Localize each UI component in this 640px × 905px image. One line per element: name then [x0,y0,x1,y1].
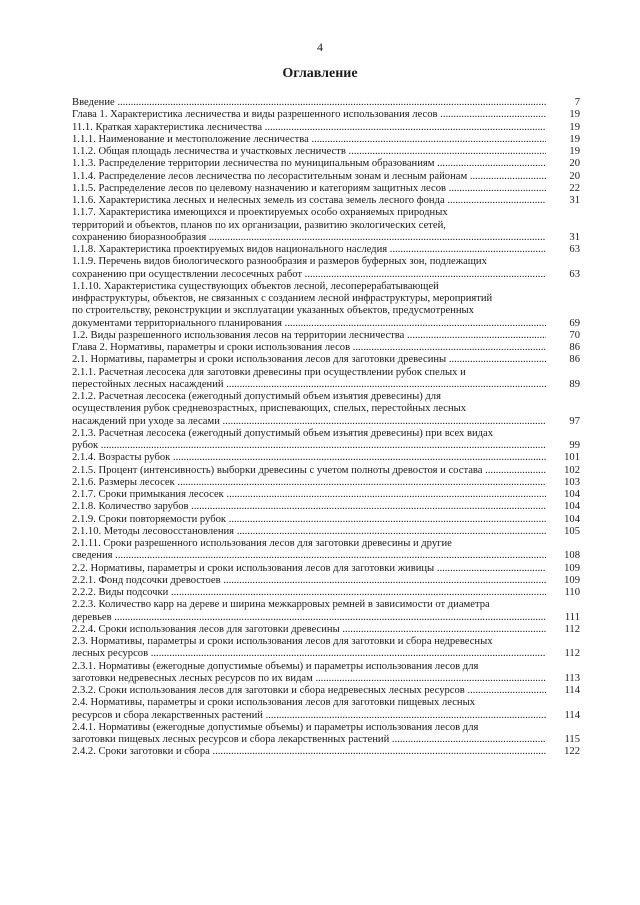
toc-entry-title [72,636,546,661]
toc-entry[interactable] [72,281,580,330]
toc-entry-last-line [72,465,546,477]
toc-entry-title [72,109,546,121]
toc-entry-title [72,244,546,256]
toc-entry-last-line [72,550,546,562]
toc-entry-last-line [72,514,546,526]
toc-entry-page-number: 114 [564,685,580,696]
toc-entry-title [72,489,546,501]
toc-entry-last-line [72,440,546,452]
toc-entry-last-line [72,477,546,489]
toc-entry-page-number: 19 [569,133,580,145]
toc-entry[interactable] [72,97,580,109]
toc-entry-line-text: 2.1.5. Процент (интенсивность) выборки древесины с учетом полноты древостоя и состава ..... [72,465,546,476]
toc-entry[interactable] [72,526,580,538]
toc-entry-line-text: 1.2. Виды разрешенного использования лесов на территории лесничества ..... [72,330,546,341]
toc-entry-title [72,624,546,636]
toc-entry-last-line [72,624,546,636]
toc-entry[interactable] [72,256,580,281]
toc-entry[interactable] [72,452,580,464]
toc-entry-line: 1.1.10. Характеристика существующих объектов лесной, лесоперерабатывающей [72,280,439,292]
toc-entry[interactable] [72,330,580,342]
toc-entry[interactable] [72,501,580,513]
toc-entry-page-number: 113 [564,672,580,684]
toc-entry-title [72,122,546,134]
toc-entry-page-number: 70 [569,329,580,341]
toc-entry-line-text: 2.1.7. Сроки примыкания лесосек ..... [72,489,546,500]
toc-entry[interactable] [72,477,580,489]
toc-entry-line-text: заготовки недревесных лесных ресурсов по их видам ..... [72,673,546,684]
toc-entry-last-line [72,575,546,587]
toc-entry[interactable] [72,109,580,121]
toc-entry[interactable] [72,367,580,392]
toc-entry-page-number: 103 [564,476,580,488]
toc-entry-line: 2.1.11. Сроки разрешенного использования лесов для заготовки древесины и другие [72,538,452,549]
toc-entry-title [72,354,546,366]
toc-entry-line: 2.3. Нормативы, параметры и сроки использования лесов для заготовки и сбора недревесных [72,636,493,647]
toc-entry-line-text: 11.1. Краткая характеристика лесничества ..... [72,122,546,133]
toc-entry[interactable] [72,575,580,587]
toc-entry[interactable] [72,489,580,501]
toc-entry-page-number: 105 [564,525,580,537]
toc-entry-page-number: 63 [569,244,580,255]
toc-entry-last-line [72,318,546,330]
toc-entry-page-number: 110 [564,587,580,598]
toc-entry-line-text: 1.1.3. Распределение территории лесничества по муниципальным образованиям ..... [72,158,546,169]
toc-entry-last-line [72,195,546,207]
toc-entry-line-text: 1.1.1. Наименование и местоположение лесничества ..... [72,134,546,145]
toc-entry-title [72,477,546,489]
toc-entry[interactable] [72,342,580,354]
toc-entry-last-line [72,269,546,281]
toc-entry-title [72,428,546,453]
toc-entry-title [72,501,546,513]
toc-entry-page-number: 22 [569,182,580,194]
toc-entry-title [72,391,546,428]
toc-entry-last-line [72,746,546,758]
toc-entry-line-text: ресурсов и сбора лекарственных растений ..... [72,710,546,721]
toc-entry-title [72,514,546,526]
toc-entry-line: 2.1.3. Расчетная лесосека (ежегодный допустимый объем изъятия древесины) при всех видах [72,427,494,439]
toc-entry[interactable] [72,354,580,366]
toc-entry-last-line [72,109,546,121]
toc-entry-page-number: 99 [569,440,580,451]
toc-entry-line-text: рубок ..... [72,440,546,451]
toc-entry-last-line [72,648,546,660]
toc-entry[interactable] [72,122,580,134]
toc-entry-line-text: 2.4.2. Сроки заготовки и сбора ..... [72,746,546,757]
toc-entry-title [72,330,546,342]
toc-entry-page-number: 97 [569,415,580,427]
toc-entry-last-line [72,673,546,685]
toc-entry-last-line [72,134,546,146]
toc-entry-line-text: 2.1.10. Методы лесовосстановления ..... [72,526,546,537]
toc-entry-line: по строительству, реконструкции и эксплуатации указанных объектов, предусмотренных [72,305,474,317]
toc-entry-last-line [72,354,546,366]
toc-entry-title [72,661,546,686]
toc-entry[interactable] [72,207,580,244]
toc-entry-page-number: 69 [569,317,580,329]
toc-entry-line-text: заготовки пищевых лесных ресурсов и сбора лекарственных растений ..... [72,734,546,745]
toc-entry-page-number: 101 [564,452,580,464]
toc-entry-line-text: сведения ..... [72,550,546,561]
toc-entry-page-number: 86 [569,342,580,353]
toc-entry-line-text: 1.1.2. Общая площадь лесничества и участковых лесничеств ..... [72,146,546,157]
toc-entry-title [72,587,546,599]
toc-entry-title [72,722,546,747]
toc-entry-title [72,158,546,170]
toc-entry-title [72,367,546,392]
toc-entry-line-text: сохранению при осуществлении лесосечных работ ..... [72,269,546,280]
toc-entry-title [72,599,546,624]
toc-entry-line-text: 1.1.8. Характеристика проектируемых видов национального наследия ..... [72,244,546,255]
toc-entry-page-number: 104 [564,489,580,500]
toc-entry-page-number: 114 [564,709,580,721]
toc-entry-line-text: лесных ресурсов ..... [72,648,546,659]
toc-entry-page-number: 31 [569,195,580,206]
toc-entry[interactable] [72,697,580,722]
toc-entry-line: 1.1.9. Перечень видов биологического разнообразия и размеров буферных зон, подлежащих [72,256,487,268]
toc-entry[interactable] [72,563,580,575]
toc-entry-last-line [72,171,546,183]
toc-entry-title [72,452,546,464]
toc-entry-title [72,342,546,354]
toc-entry-title [72,207,546,244]
toc-entry-title [72,563,546,575]
toc-entry-last-line [72,452,546,464]
toc-entry-line-text: 2.2.2. Виды подсочки ..... [72,587,546,598]
toc-entry-last-line [72,563,546,575]
toc-entry-line: осуществления рубок средневозрастных, приспевающих, спелых, перестойных лесных [72,403,467,415]
toc-title: Оглавление [282,66,358,81]
toc-entry-last-line [72,710,546,722]
toc-entry-line-text: Глава 1. Характеристика лесничества и виды разрешенного использования лесов ..... [72,109,546,120]
toc-entry-line-text: Глава 2. Нормативы, параметры и сроки использования лесов ..... [72,342,546,353]
toc-entry[interactable] [72,599,580,624]
toc-entry[interactable] [72,428,580,453]
toc-entry-title [72,465,546,477]
toc-entry-title [72,183,546,195]
toc-entry-last-line [72,379,546,391]
toc-entry[interactable] [72,183,580,195]
toc-entry-line: 2.2.3. Количество карр на дереве и ширина межкарровых ремней в зависимости от диаметра [72,599,490,611]
toc-entry-page-number: 104 [564,501,580,513]
toc-entry-line-text: 1.1.6. Характеристика лесных и нелесных земель из состава земель лесного фонда ..... [72,195,546,206]
toc-entry[interactable] [72,587,580,599]
toc-entry[interactable] [72,171,580,183]
toc-entry-line-text: документами территориального планирования ..... [72,318,546,329]
toc-entry-line-text: насаждений при уходе за лесами ..... [72,416,546,427]
toc-entry[interactable] [72,465,580,477]
toc-entry-page-number: 19 [569,121,580,133]
toc-entry-last-line [72,526,546,538]
toc-entry[interactable] [72,746,580,758]
toc-entry-line: 1.1.7. Характеристика имеющихся и проектируемых особо охраняемых природных [72,207,448,219]
toc-entry-last-line [72,416,546,428]
toc-entry-line: 2.4.1. Нормативы (ежегодные допустимые объемы) и параметры использования лесов для [72,721,479,733]
toc-entry[interactable] [72,685,580,697]
toc-entry-title [72,281,546,330]
toc-entry-title [72,526,546,538]
toc-entry-page-number: 102 [564,464,580,476]
toc-entry-title [72,697,546,722]
toc-entry-page-number: 7 [574,97,580,108]
toc-entry-line-text: 2.2. Нормативы, параметры и сроки использования лесов для заготовки живицы ..... [72,563,546,574]
toc-entry-last-line [72,97,546,109]
toc-entry-page-number: 86 [569,354,580,366]
toc-entry-line: территорий и объектов, планов по их организации, развитию экологических сетей, [72,219,446,231]
toc-entry-last-line [72,244,546,256]
toc-entry-page-number: 31 [569,231,580,243]
toc-entry-title [72,146,546,158]
toc-entry-line-text: 2.1.6. Размеры лесосек ..... [72,477,546,488]
toc-entry[interactable] [72,244,580,256]
toc-entry-last-line [72,734,546,746]
toc-entry-line-text: 2.2.1. Фонд подсочки древостоев ..... [72,575,546,586]
toc-entry[interactable] [72,624,580,636]
toc-entry-page-number: 111 [564,611,580,623]
toc-entry-title [72,195,546,207]
toc-entry[interactable] [72,158,580,170]
toc-entry-last-line [72,587,546,599]
toc-entry-last-line [72,489,546,501]
toc-entry-line-text: 2.1. Нормативы, параметры и сроки использования лесов для заготовки древесины ..... [72,354,546,365]
toc-entry-line-text: 2.1.8. Количество зарубов ..... [72,501,546,512]
toc-entry-title [72,575,546,587]
toc-entry[interactable] [72,661,580,686]
toc-entry-last-line [72,183,546,195]
toc-entry-page-number: 104 [564,513,580,525]
toc-entry-line: 2.1.1. Расчетная лесосека для заготовки древесины при осуществлении рубок спелых и [72,366,466,378]
toc-entry[interactable] [72,636,580,661]
toc-entry-last-line [72,501,546,513]
toc-entry-page-number: 122 [564,746,580,758]
toc-entry[interactable] [72,146,580,158]
toc-entry-line-text: 2.3.2. Сроки использования лесов для заготовки и сбора недревесных лесных ресурсов ..... [72,685,546,696]
toc-entry-line-text: 2.2.4. Сроки использования лесов для заготовки древесины ..... [72,624,546,635]
toc-entry-page-number: 63 [569,268,580,280]
toc-entry-line-text: Введение ..... [72,97,546,108]
toc-entry-title [72,134,546,146]
toc-entry-page-number: 109 [564,562,580,574]
toc-entry-page-number: 112 [564,623,580,635]
toc-entry-line-text: 1.1.5. Распределение лесов по целевому назначению и категориям защитных лесов ..... [72,183,546,194]
toc-entry-line-text: 1.1.4. Распределение лесов лесничества по лесорастительным зонам и лесным районам ..... [72,171,546,182]
toc-entry-last-line [72,232,546,244]
toc-entry-title [72,538,546,563]
toc-entry[interactable] [72,538,580,563]
toc-entry[interactable] [72,722,580,747]
toc-entry[interactable] [72,195,580,207]
toc-entry-last-line [72,158,546,170]
toc-entry-page-number: 20 [569,158,580,170]
toc-entry-last-line [72,122,546,134]
toc-entry-page-number: 20 [569,170,580,182]
toc-entry-page-number: 19 [569,109,580,121]
toc-entry-page-number: 115 [564,734,580,745]
toc-entry-page-number: 89 [569,378,580,390]
toc-entry-last-line [72,330,546,342]
toc-entry-last-line [72,685,546,697]
table-of-contents [72,97,580,759]
toc-entry-title [72,97,546,109]
toc-entry-line-text: сохранению биоразнообразия ..... [72,232,546,243]
toc-entry[interactable] [72,391,580,428]
page-number: 4 [317,40,323,54]
toc-entry-line-text: 2.1.4. Возрасты рубок ..... [72,452,546,463]
toc-entry-line-text: перестойных лесных насаждений ..... [72,379,546,390]
toc-entry-page-number: 108 [564,550,580,562]
toc-entry-line: 2.4. Нормативы, параметры и сроки использования лесов для заготовки пищевых лесных [72,697,476,709]
toc-entry-page-number: 112 [564,648,580,660]
toc-entry-title [72,746,546,758]
toc-entry-line: 2.1.2. Расчетная лесосека (ежегодный допустимый объем изъятия древесины) для [72,391,441,402]
toc-entry[interactable] [72,134,580,146]
toc-entry-line-text: 2.1.9. Сроки повторяемости рубок ..... [72,514,546,525]
toc-entry-title [72,171,546,183]
toc-entry-last-line [72,612,546,624]
toc-entry-line: 2.3.1. Нормативы (ежегодные допустимые объемы) и параметры использования лесов для [72,660,479,672]
toc-entry[interactable] [72,514,580,526]
toc-entry-page-number: 19 [569,146,580,157]
toc-entry-last-line [72,342,546,354]
toc-entry-line: инфраструктуры, объектов, не связанных с созданием лесной инфраструктуры, мероприятий [72,293,493,304]
toc-entry-title [72,256,546,281]
toc-entry-title [72,685,546,697]
toc-entry-line-text: деревьев ..... [72,612,546,623]
toc-entry-last-line [72,146,546,158]
toc-entry-page-number: 109 [564,574,580,586]
